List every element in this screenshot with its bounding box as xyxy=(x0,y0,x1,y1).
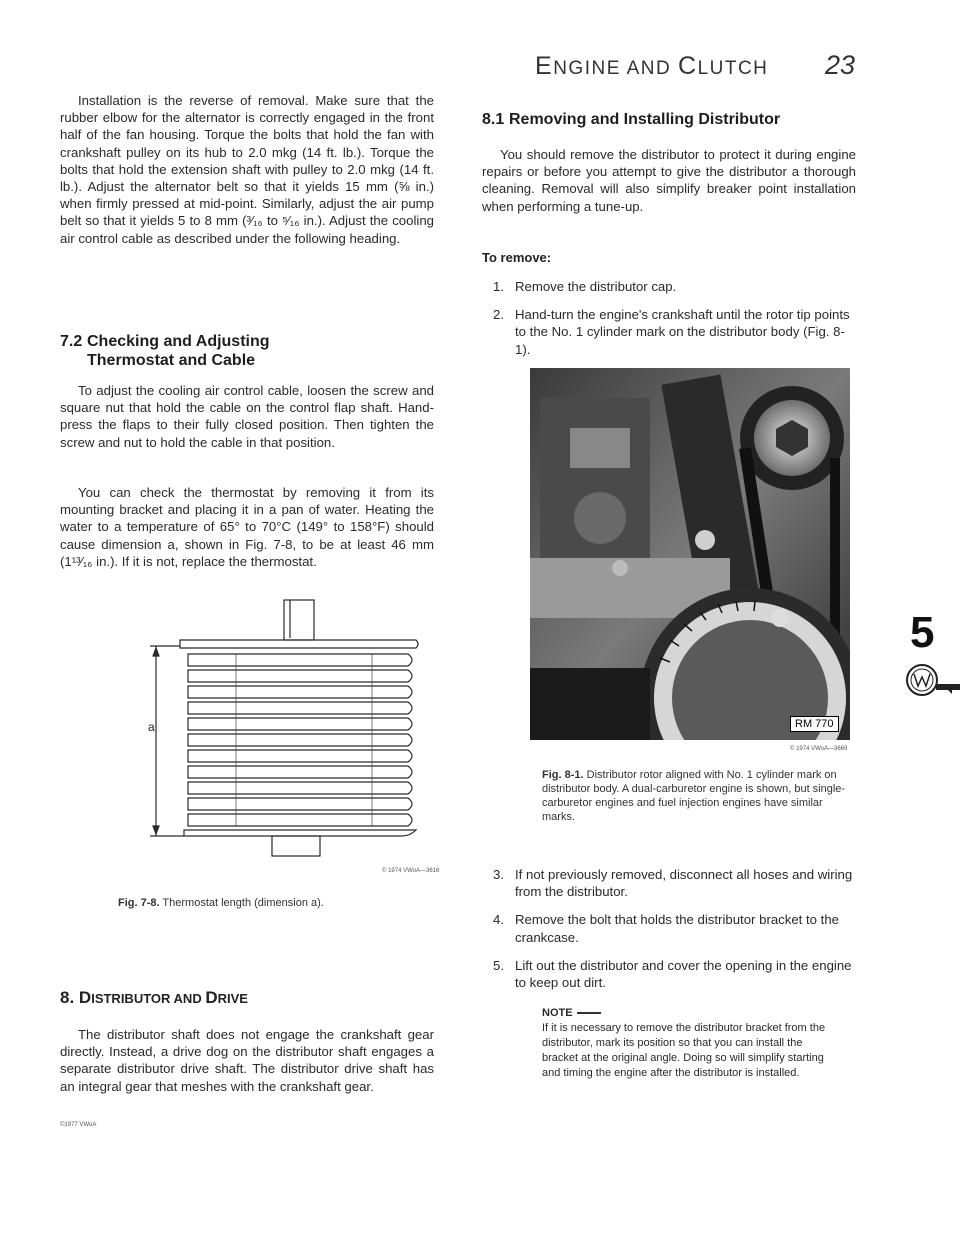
removal-steps-1-2 xyxy=(482,278,856,369)
step-number: 2. xyxy=(493,307,504,323)
footer-credit: ©1977 VWoA xyxy=(60,1122,97,1128)
photo-tag: RM 770 xyxy=(790,716,839,732)
to-remove-label: To remove: xyxy=(482,250,552,265)
step-item xyxy=(482,278,856,295)
page-number: 23 xyxy=(825,50,856,80)
distributor-photo-art xyxy=(530,368,850,740)
chapter-tab xyxy=(904,608,960,728)
step-number: 1. xyxy=(493,279,504,294)
dimension-a-label: a xyxy=(148,720,155,734)
step-text: Lift out the distributor and cover the opening in the engine to keep out dirt. xyxy=(515,957,852,991)
note-text: If it is necessary to remove the distributor bracket from the distributor, mark its position so that you can install the bracket at the original angle. Doing so will simplify starting and timing the engine after the distributor is installed. xyxy=(542,1022,826,1079)
fig-7-8-credit: © 1974 VWoA—3616 xyxy=(382,868,440,874)
vw-key-icon xyxy=(904,662,960,702)
step-text: Hand-turn the engine's crankshaft until the rotor tip points to the No. 1 cylinder mark on the distributor body (Fig. 8-1). xyxy=(515,307,850,357)
distributor-photo xyxy=(530,368,850,740)
section-7-2-heading: 7.2 Checking and Adjusting Thermostat and Cable xyxy=(60,333,270,369)
step-item xyxy=(482,911,856,945)
step-item xyxy=(482,866,856,900)
note-box xyxy=(542,1006,826,1081)
cable-paragraph: To adjust the cooling air control cable, loosen the screw and square nut that hold the cable on the control flap shaft. Hand-press the flaps to their fully closed position. Then tighten the screw and nut to hold the cable in that position. xyxy=(60,383,434,450)
thermostat-drawing xyxy=(140,592,440,864)
step-text: Remove the bolt that holds the distributor bracket to the crankcase. xyxy=(515,912,840,945)
fig-7-8-caption: Fig. 7-8. Thermostat length (dimension a). xyxy=(118,897,324,909)
step-item xyxy=(482,306,856,358)
thermostat-diagram xyxy=(140,592,440,864)
chapter-number: 5 xyxy=(910,608,935,657)
step-number: 3. xyxy=(493,867,504,882)
section-8-heading: 8. DISTRIBUTOR AND DRIVE xyxy=(60,988,248,1007)
note-heading: NOTE xyxy=(542,1007,573,1019)
thermostat-paragraph: You can check the thermostat by removing it from its mounting bracket and placing it in a pan of water. Heating the water to a temperature of 65° to 70°C (149° to 158°F) should cause dimension a, shown in Fig. 7-8, to be at least 46 mm (1¹³⁄₁₆ in.). If it is not, replace the thermostat. xyxy=(60,485,434,569)
removal-steps-3-5 xyxy=(482,866,856,1002)
step-number: 5. xyxy=(493,957,504,973)
fig-8-1-credit: © 1974 VWoA—3669 xyxy=(790,746,848,752)
step-item xyxy=(482,957,856,991)
running-head: ENGINE AND CLUTCH xyxy=(535,52,769,80)
section-8-1-heading: 8.1 Removing and Installing Distributor xyxy=(482,111,781,128)
step-number: 4. xyxy=(493,912,504,928)
fig-8-1-caption: Fig. 8-1. Distributor rotor aligned with No. 1 cylinder mark on distributor body. A dual-carburetor engine is shown, but single-carburetor engines and fuel injection engines have similar marks. xyxy=(542,769,846,823)
drive-paragraph: The distributor shaft does not engage the crankshaft gear directly. Instead, a drive dog on the distributor shaft engages a separate distributor drive shaft. The distributor drive shaft has an integral gear that meshes with the crankshaft gear. xyxy=(60,1027,434,1094)
intro-paragraph: Installation is the reverse of removal. Make sure that the rubber elbow for the alternator is correctly engaged in the front half of the fan housing. Torque the bolts that hold the fan with crankshaft pulley on its hub to 2.0 mkg (14 ft. lb.). Torque the bolts that hold the extension shaft with pulley to 2.0 mkg (14 ft. lb.). Adjust the alternator belt so that it yields 15 mm (⅝ in.) when firmly pressed at mid-point. Similarly, adjust the air pump belt so that it yields 5 to 8 mm (³⁄₁₆ to ⁵⁄₁₆ in.). Adjust the cooling air control cable as described under the following heading. xyxy=(60,93,434,246)
step-text: Remove the distributor cap. xyxy=(515,279,677,294)
step-text: If not previously removed, disconnect all hoses and wiring from the distributor. xyxy=(515,867,853,900)
removal-intro-paragraph: You should remove the distributor to protect it during engine repairs or before you attempt to give the distributor a thorough cleaning. Removal will also simplify breaker point installation when performing a tune-up. xyxy=(482,147,856,214)
